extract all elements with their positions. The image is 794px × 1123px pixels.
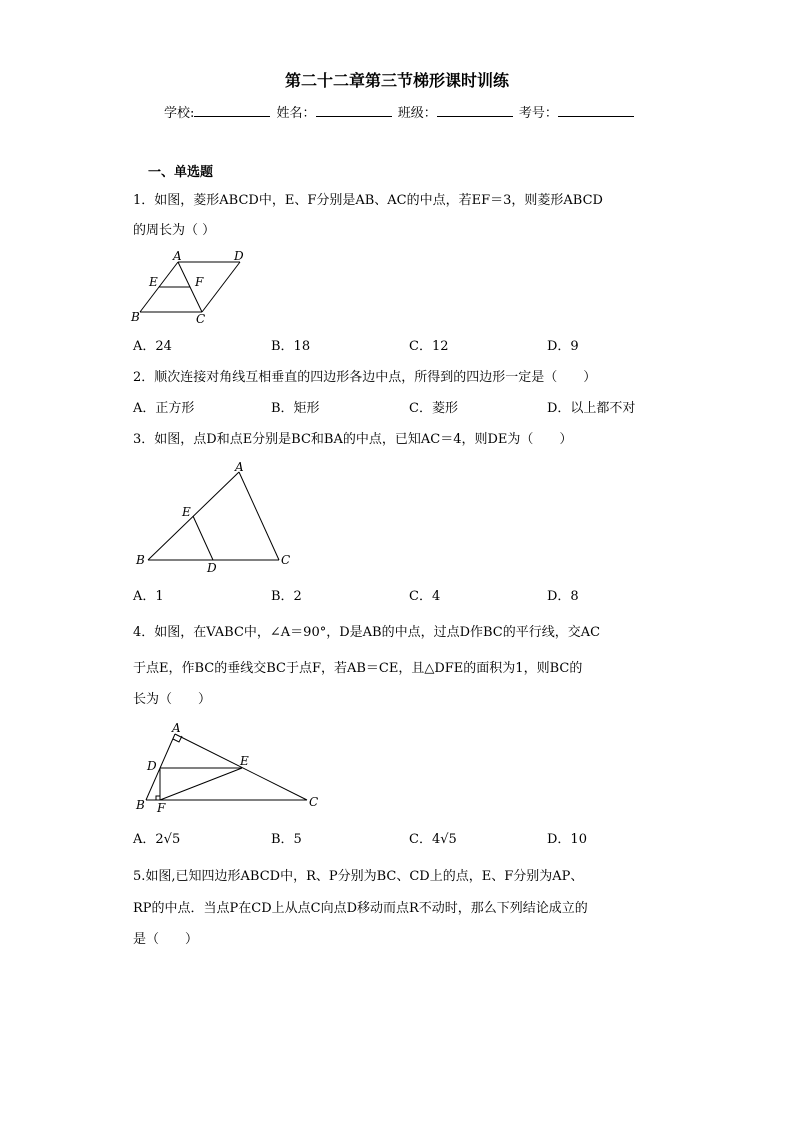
label-a: A (235, 460, 244, 474)
q2-option-c[interactable]: C．菱形 (409, 401, 458, 416)
id-label: 考号： (518, 106, 558, 121)
label-d: D (147, 759, 157, 773)
page-title: 第二十二章第三节梯形课时训练 (284, 71, 509, 90)
question-4-line-1: 4．如图，在VABC中，∠A＝90°，D是AB的中点，过点D作BC的平行线，交AC (133, 625, 601, 640)
school-label: 学校: (164, 106, 195, 121)
q1-option-d[interactable]: D．9 (547, 339, 579, 354)
q3-option-d[interactable]: D．8 (547, 589, 579, 604)
section-title: 一、单选题 (148, 165, 214, 180)
label-d: D (207, 561, 217, 575)
q3-option-c[interactable]: C．4 (409, 589, 441, 604)
label-f: F (157, 801, 166, 815)
q2-option-a[interactable]: A．正方形 (133, 401, 195, 416)
q4-option-a[interactable]: A．2√5 (133, 832, 181, 847)
label-b: B (131, 310, 140, 324)
label-e: E (240, 754, 249, 768)
school-blank[interactable] (194, 104, 270, 117)
question-5-line-2: RP的中点．当点P在CD上从点C向点D移动而点R不动时，那么下列结论成立的 (133, 901, 588, 916)
id-blank[interactable] (558, 104, 634, 117)
question-3-line-1: 3．如图，点D和点E分别是BC和BA的中点，已知AC＝4，则DE为（ ） (133, 432, 573, 447)
q2-option-b[interactable]: B．矩形 (271, 401, 320, 416)
label-c: C (281, 553, 291, 567)
label-e: E (149, 275, 158, 289)
q3-option-b[interactable]: B．2 (271, 589, 302, 604)
name-label: 姓名： (276, 106, 316, 121)
question-5-line-3: 是（ ） (133, 932, 199, 947)
question-1-line-1: 1．如图，菱形ABCD中，E、F分别是AB、AC的中点，若EF＝3，则菱形ABCD (133, 193, 603, 208)
q1-option-a[interactable]: A．24 (133, 339, 172, 354)
label-b: B (136, 553, 145, 567)
question-1-line-2: 的周长为（ ） (133, 223, 216, 238)
q4-option-c[interactable]: C．4√5 (409, 832, 457, 847)
class-blank[interactable] (437, 104, 513, 117)
q1-option-c[interactable]: C．12 (409, 339, 449, 354)
label-b: B (136, 798, 145, 812)
label-a: A (173, 249, 182, 263)
class-label: 班级： (397, 106, 437, 121)
question-4-figure (132, 718, 322, 818)
label-f: F (195, 275, 204, 289)
question-1-figure (128, 248, 258, 326)
q4-option-b[interactable]: B．5 (271, 832, 302, 847)
question-2-line-1: 2．顺次连接对角线互相垂直的四边形各边中点，所得到的四边形一定是（ ） (133, 370, 597, 385)
label-e: E (182, 505, 191, 519)
question-3-figure (134, 460, 304, 576)
question-5-line-1: 5.如图,已知四边形ABCD中，R、P分别为BC、CD上的点，E、F分别为AP、 (133, 869, 584, 884)
question-4-line-2: 于点E，作BC的垂线交BC于点F，若AB＝CE，且△DFE的面积为1，则BC的 (133, 661, 583, 676)
label-c: C (309, 795, 319, 809)
q4-option-d[interactable]: D．10 (547, 832, 587, 847)
q3-option-a[interactable]: A．1 (133, 589, 164, 604)
label-d: D (234, 249, 244, 263)
q1-option-b[interactable]: B．18 (271, 339, 311, 354)
name-blank[interactable] (316, 104, 392, 117)
q2-option-d[interactable]: D．以上都不对 (547, 401, 636, 416)
student-info-row (164, 104, 636, 122)
label-a: A (172, 721, 181, 735)
label-c: C (196, 312, 206, 326)
question-4-line-3: 长为（ ） (133, 692, 212, 707)
